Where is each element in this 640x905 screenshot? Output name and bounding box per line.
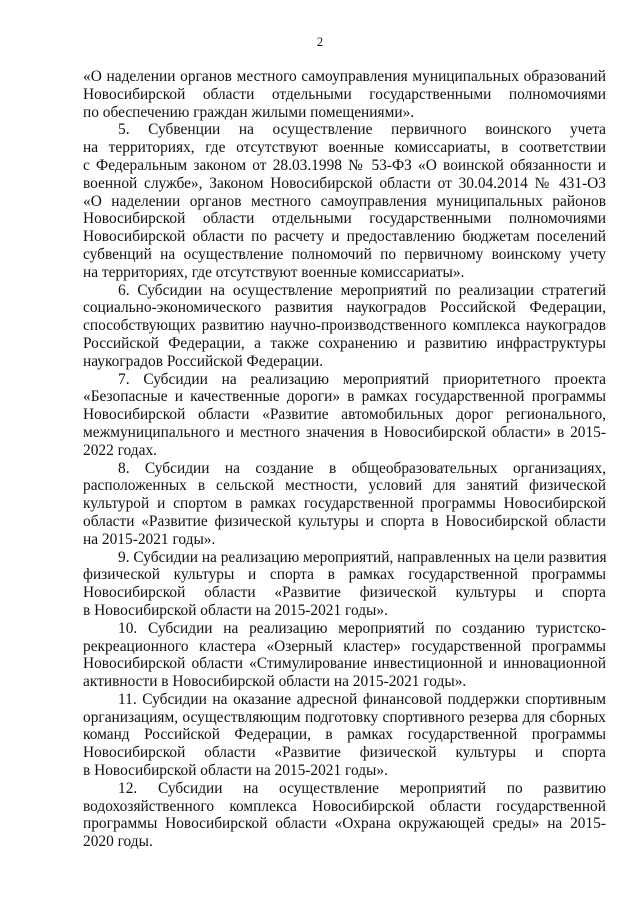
document-body <box>83 68 606 851</box>
paragraph-p0 <box>83 68 606 121</box>
paragraph-line: субвенций на осуществление полномочий по первичному воинскому учету <box>83 245 606 263</box>
paragraph-p6 <box>83 282 606 371</box>
paragraph-p11 <box>83 691 606 780</box>
paragraph-line: физической культуры и спорта в рамках государственной программы <box>83 566 606 584</box>
paragraph-line: в Новосибирской области на 2015-2021 годы». <box>83 601 388 619</box>
paragraph-line: Российской Федерации, а также сохранению и развитию инфраструктуры <box>83 334 606 352</box>
paragraph-line: 9. Субсидии на реализацию мероприятий, направленных на цели развития <box>118 548 607 566</box>
paragraph-p12 <box>83 780 606 851</box>
paragraph-line: расположенных в сельской местности, условий для занятий физической <box>83 477 606 495</box>
paragraph-line: организациям, осуществляющим подготовку спортивного резерва для сборных <box>83 708 606 726</box>
paragraph-line: Новосибирской области «Стимулирование инвестиционной и инновационной <box>83 655 606 673</box>
paragraph-line: «О наделении органов местного самоуправления муниципальных образований <box>83 68 606 85</box>
paragraph-p10 <box>83 620 606 691</box>
paragraph-line: на территориях, где отсутствуют военные комиссариаты». <box>83 263 465 281</box>
paragraph-line: 10. Субсидии на реализацию мероприятий по созданию туристско- <box>118 619 606 637</box>
paragraph-line: «О наделении органов местного самоуправления муниципальных районов <box>83 192 606 210</box>
paragraph-line: Новосибирской области по расчету и предоставлению бюджетам поселений <box>83 228 606 246</box>
paragraph-line: военной службе», Законом Новосибирской области от 30.04.2014 № 431-ОЗ <box>83 174 606 192</box>
paragraph-line: рекреационного кластера «Озерный кластер» государственной программы <box>83 637 606 655</box>
paragraph-line: Новосибирской области отдельными государственными полномочиями <box>83 210 606 228</box>
paragraph-line: области «Развитие физической культуры и спорта в Новосибирской области <box>83 512 606 530</box>
paragraph-line: с Федеральным законом от 28.03.1998 № 53-ФЗ «О воинской обязанности и <box>83 156 606 174</box>
paragraph-line: способствующих развитию научно-производственного комплекса наукоградов <box>83 317 606 335</box>
paragraph-line: по обеспечению граждан жилыми помещениями». <box>83 103 415 121</box>
paragraph-line: Новосибирской области «Развитие автомобильных дорог регионального, <box>83 406 606 424</box>
paragraph-line: на территориях, где отсутствуют военные комиссариаты, в соответствии <box>83 139 606 157</box>
paragraph-line: 2020 годы. <box>83 833 153 851</box>
paragraph-line: программы Новосибирской области «Охрана окружающей среды» на 2015- <box>83 815 606 833</box>
paragraph-line: «Безопасные и качественные дороги» в рамках государственной программы <box>83 388 606 406</box>
paragraph-line: на 2015-2021 годы». <box>83 530 216 548</box>
paragraph-line: культурой и спортом в рамках государственной программы Новосибирской <box>83 495 606 513</box>
paragraph-p9 <box>83 549 606 620</box>
paragraph-p5 <box>83 121 606 281</box>
paragraph-line: команд Российской Федерации, в рамках государственной программы <box>83 726 606 744</box>
paragraph-line: 11. Субсидии на оказание адресной финансовой поддержки спортивным <box>118 690 606 708</box>
paragraph-line: 8. Субсидии на создание в общеобразовательных организациях, <box>118 459 606 477</box>
paragraph-line: активности в Новосибирской области на 2015-2021 годы». <box>83 673 467 691</box>
page-number: 2 <box>316 35 324 49</box>
paragraph-line: межмуниципального и местного значения в Новосибирской области» в 2015- <box>83 423 606 441</box>
paragraph-p7 <box>83 371 606 460</box>
paragraph-line: Новосибирской области отдельными государственными полномочиями <box>83 85 606 103</box>
paragraph-line: в Новосибирской области на 2015-2021 годы». <box>83 762 388 780</box>
paragraph-line: Новосибирской области «Развитие физической культуры и спорта <box>83 584 606 602</box>
paragraph-line: Новосибирской области «Развитие физической культуры и спорта <box>83 744 606 762</box>
paragraph-line: 7. Субсидии на реализацию мероприятий приоритетного проекта <box>118 370 606 388</box>
paragraph-line: 12. Субсидии на осуществление мероприятий по развитию <box>118 779 606 797</box>
paragraph-p8 <box>83 460 606 549</box>
paragraph-line: социально-экономического развития наукоградов Российской Федерации, <box>83 299 606 317</box>
paragraph-line: 6. Субсидии на осуществление мероприятий по реализации стратегий <box>118 281 606 299</box>
paragraph-line: наукоградов Российской Федерации. <box>83 352 324 370</box>
paragraph-line: водохозяйственного комплекса Новосибирской области государственной <box>83 797 606 815</box>
paragraph-line: 5. Субвенции на осуществление первичного воинского учета <box>118 121 606 139</box>
paragraph-line: 2022 годах. <box>83 441 158 459</box>
